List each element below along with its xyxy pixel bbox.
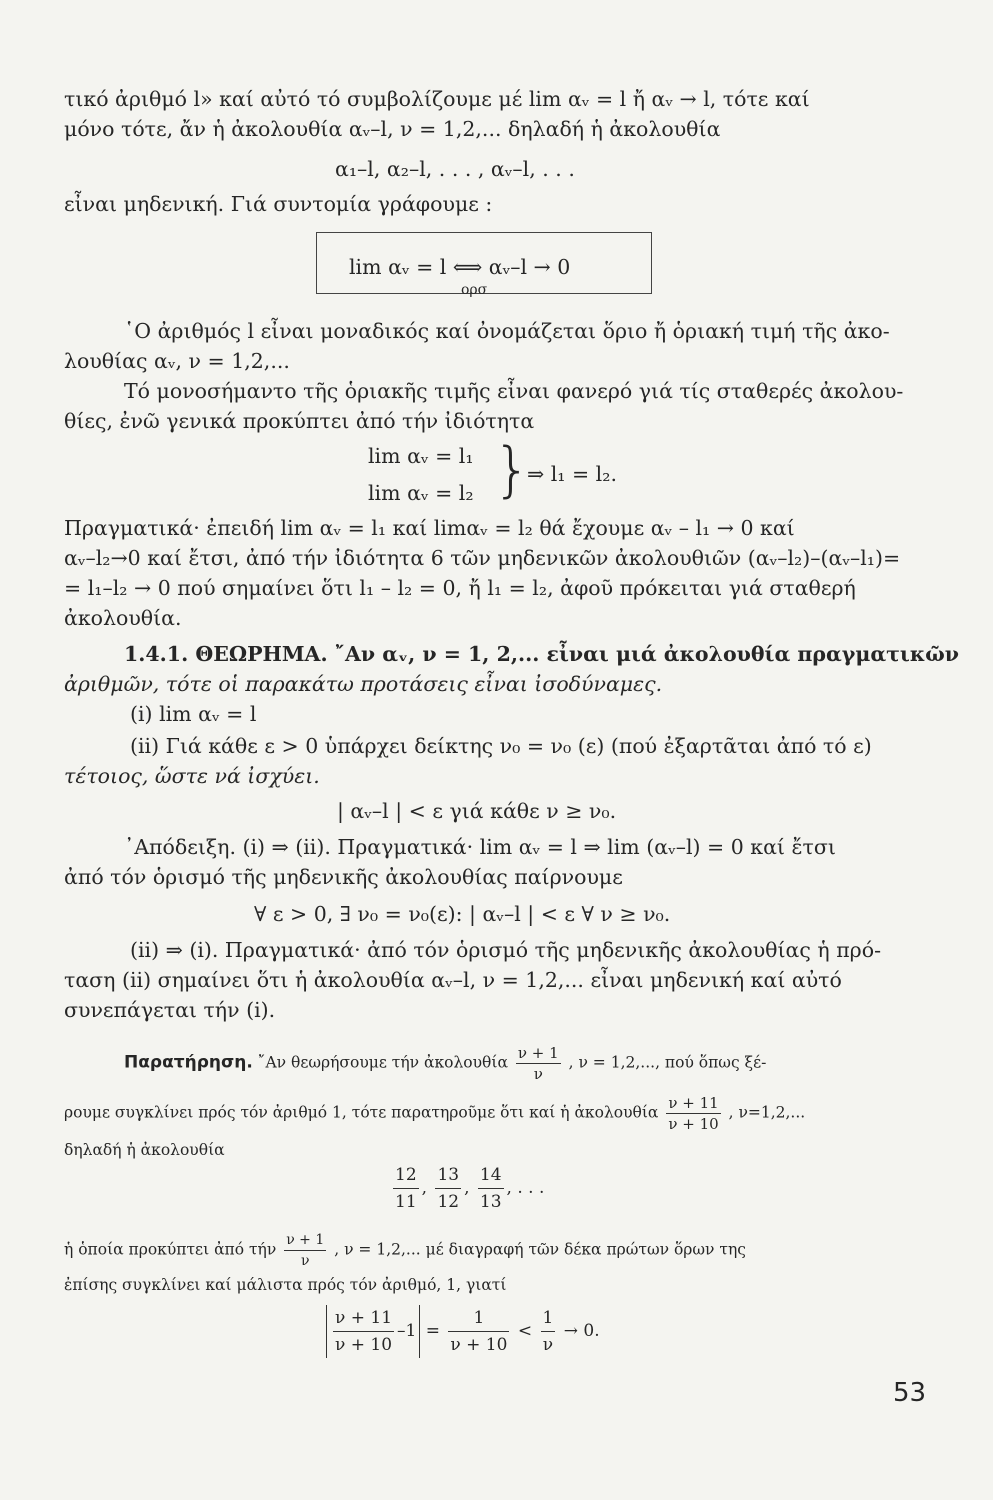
fraction-4-num: ν + 1 [284,1230,326,1251]
final-fraction-a [333,1305,394,1358]
seq-fraction-1 [393,1162,419,1215]
sequence-display: α₁–l, α₂–l, . . . , αᵥ–l, . . . [335,157,575,181]
text-line-3: εἶναι μηδενική. Γιά συντομία γράφουμε : [64,192,493,216]
seq-fraction-1-den: 11 [395,1192,417,1212]
fraction-1 [516,1043,561,1084]
page-number: 53 [893,1378,927,1408]
final-equals: = [425,1321,441,1341]
proof-line-1: ᾿Απόδειξη. (i) ⇒ (ii). Πραγματικά· lim αᵥ = l ⇒ lim (αᵥ–l) = 0 καί ἔτσι [124,835,836,859]
theorem-line-2: ἀριθμῶν, τότε οἱ παρακάτω προτάσεις εἶναι ἰσοδύναμες. [64,672,663,696]
theorem-item-1: (i) lim αᵥ = l [130,702,257,726]
remark-text-2: ρουμε συγκλίνει πρός τόν ἀριθμό 1, τότε παρατηροῦμε ὅτι καί ἡ ἀκολουθία [64,1103,659,1122]
definition-box [316,232,652,298]
limit-definition: lim αᵥ = l ⟺ αᵥ–l → 0 [349,255,571,279]
remark-line-1 [124,1043,766,1084]
final-tail: → 0. [563,1321,600,1341]
seq-fraction-2-den: 12 [437,1192,460,1212]
fraction-2 [666,1093,720,1134]
text-line-8: Πραγματικά· ἐπειδή lim αᵥ = l₁ καί limαᵥ = l₂ θά ἔχουμε αᵥ – l₁ → 0 καί [64,516,795,540]
final-fraction-b [448,1305,509,1358]
final-fraction-c-num: 1 [541,1305,556,1332]
system-line-1: lim αᵥ = l₁ [368,444,474,468]
final-fraction-c-den: ν [542,1335,554,1355]
seq-fraction-2-num: 13 [435,1162,461,1189]
text-line-7: θίες, ἐνῶ γενικά προκύπτει ἀπό τήν ἰδιότητα [64,409,535,433]
remark-line-2 [64,1093,805,1134]
definition-subscript: ορσ [461,282,488,298]
remark-heading: Παρατήρηση. [124,1052,253,1073]
theorem-inequality: | αᵥ–l | < ε γιά κάθε ν ≥ ν₀. [337,799,617,823]
fraction-4-den: ν [300,1253,310,1269]
right-brace: } [493,435,532,505]
remark-text-2-tail: , ν=1,2,... [728,1103,806,1122]
final-fraction-a-den: ν + 10 [335,1335,393,1355]
seq-fraction-2 [435,1162,461,1215]
seq-fraction-3-den: 13 [479,1192,502,1212]
remark-text-4: ἡ ὁποία προκύπτει ἀπό τήν [64,1240,277,1259]
seq-tail: , . . . [506,1178,545,1198]
sequence-fractions: $\frac{12}{11}$ , $\frac{13}{12}$ , $\frac{14}{13}$ , . . . [390,1162,544,1215]
seq-fraction-3-num: 14 [478,1162,504,1189]
remark-text-1: ῎Αν θεωρήσουμε τήν ἀκολουθία [257,1053,508,1072]
final-fraction-c [541,1305,556,1358]
text-line-6: Τό μονοσήμαντο τῆς ὁριακῆς τιμῆς εἶναι φανερό γιά τίς σταθερές ἀκολου- [124,379,904,403]
final-inequality [326,1305,600,1358]
text-line-5: λουθίας αᵥ, ν = 1,2,... [64,349,290,373]
system-line-2: lim αᵥ = l₂ [368,481,474,505]
seq-fraction-1-num: 12 [393,1162,419,1189]
final-fraction-b-den: ν + 10 [450,1335,508,1355]
remark-line-5: ἐπίσης συγκλίνει καί μάλιστα πρός τόν ἀριθμό, 1, γιατί [64,1276,507,1294]
fraction-2-den: ν + 10 [668,1115,719,1133]
remark-line-3: δηλαδή ἡ ἀκολουθία [64,1141,225,1159]
proof-line-3: (ii) ⇒ (i). Πραγματικά· ἀπό τόν ὁρισμό τῆς μηδενικῆς ἀκολουθίας ἡ πρό- [130,938,881,962]
fraction-1-den: ν [533,1065,543,1083]
final-fraction-a-num: ν + 11 [333,1305,394,1332]
remark-text-1-tail: , ν = 1,2,..., πού ὅπως ξέ- [568,1053,767,1072]
text-line-2: μόνο τότε, ἄν ἡ ἀκολουθία αᵥ–l, ν = 1,2,... δηλαδή ἡ ἀκολουθία [64,117,721,141]
proof-line-5: συνεπάγεται τήν (i). [64,998,276,1022]
proof-line-2: ἀπό τόν ὁρισμό τῆς μηδενικῆς ἀκολουθίας παίρνουμε [64,865,623,889]
remark-line-4 [64,1230,746,1271]
final-minus-one: –1 [397,1321,417,1341]
text-line-4: ῾Ο ἀριθμός l εἶναι μοναδικός καί ὀνομάζεται ὅριο ἤ ὁριακή τιμή τῆς ἀκο- [124,319,890,343]
proof-line-4: ταση (ii) σημαίνει ὅτι ἡ ἀκολουθία αᵥ–l, ν = 1,2,... εἶναι μηδενική καί αὐτό [64,968,842,992]
fraction-2-num: ν + 11 [668,1094,719,1112]
absolute-value [326,1305,420,1358]
text-line-10: = l₁–l₂ → 0 πού σημαίνει ὅτι l₁ – l₂ = 0, ἤ l₁ = l₂, ἀφοῦ πρόκειται γιά σταθερή [64,576,856,600]
text-line-9: αᵥ–l₂→0 καί ἔτσι, ἀπό τήν ἰδιότητα 6 τῶν μηδενικῶν ἀκολουθιῶν (αᵥ–l₂)–(αᵥ–l₁)= [64,546,901,570]
theorem-item-2-cont: τέτοιος, ὥστε νά ἰσχύει. [64,764,320,788]
fraction-1-num: ν + 1 [517,1044,559,1062]
fraction-4 [284,1230,326,1271]
proof-formula: ∀ ε > 0, ∃ ν₀ = ν₀(ε): | αᵥ–l | < ε ∀ ν ≥ ν₀. [254,902,671,926]
theorem-heading: 1.4.1. ΘΕΩΡΗΜΑ. ῎Αν αᵥ, ν = 1, 2,... εἶναι μιά ἀκολουθία πραγματικῶν [124,642,959,666]
remark-text-4-tail: , ν = 1,2,... μέ διαγραφή τῶν δέκα πρώτων ὅρων της [334,1240,746,1259]
final-less-than: < [517,1321,533,1341]
text-line-11: ἀκολουθία. [64,606,182,630]
text-line-1: τικό ἀριθμό l» καί αὐτό τό συμβολίζουμε μέ lim αᵥ = l ἤ αᵥ → l, τότε καί [64,87,810,111]
seq-fraction-3 [478,1162,504,1215]
system-implication: ⇒ l₁ = l₂. [527,462,617,486]
final-fraction-b-num: 1 [448,1305,509,1332]
theorem-item-2: (ii) Γιά κάθε ε > 0 ὑπάρχει δείκτης ν₀ = ν₀ (ε) (πού ἐξαρτᾶται ἀπό τό ε) [130,734,872,758]
